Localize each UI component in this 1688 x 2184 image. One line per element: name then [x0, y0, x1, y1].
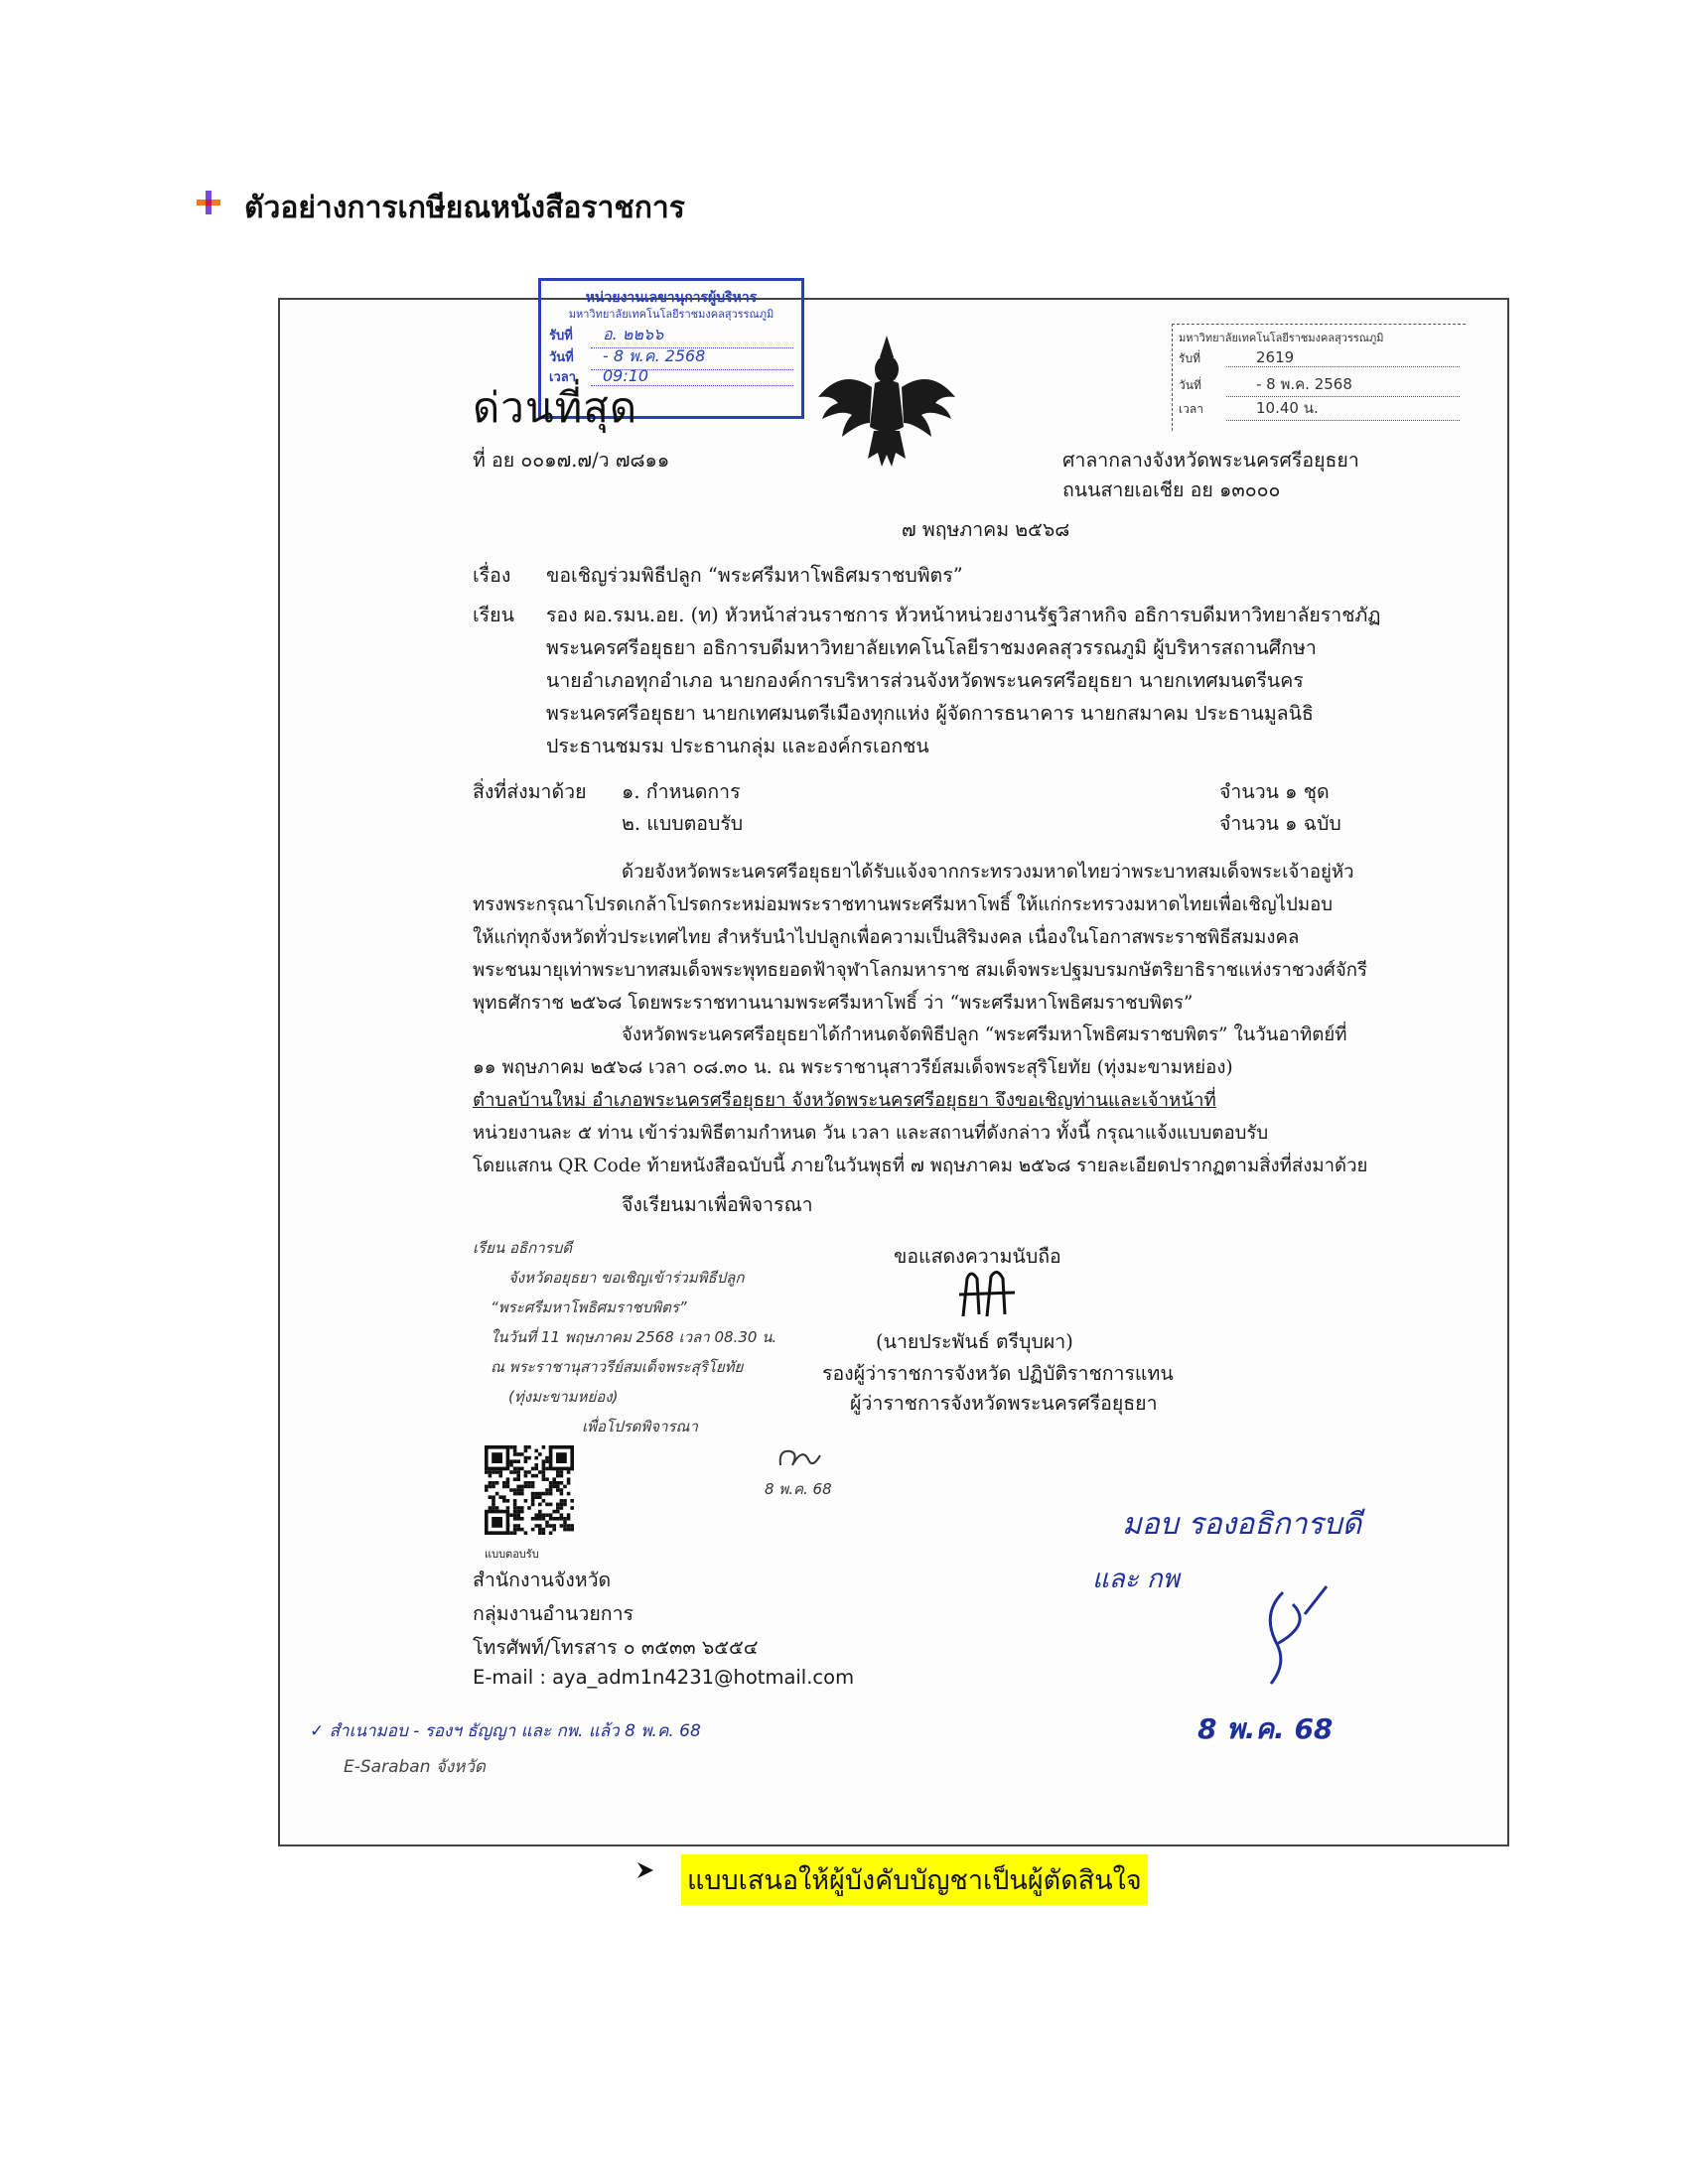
executive-date: 8 พ.ค. 68: [1197, 1712, 1334, 1745]
executive-note-line-2: และ กพ: [1092, 1565, 1180, 1594]
forward-note-line-1: ✓ สำเนามอบ - รองฯ ธัญญา และ กพ. แล้ว 8 พ.ค. 68: [310, 1721, 701, 1741]
note-line: ณ พระราชานุสาวรีย์สมเด็จพระสุริโยทัย: [491, 1358, 744, 1376]
enclosure-label: สิ่งที่ส่งมาด้วย: [473, 780, 587, 803]
signer-title-line-1: รองผู้ว่าราชการจังหวัด ปฏิบัติราชการแทน: [822, 1362, 1174, 1385]
note-line: จังหวัดอยุธยา ขอเชิญเข้าร่วมพิธีปลูก: [508, 1269, 745, 1287]
stamp-time-value: 09:10: [591, 366, 793, 386]
closing-salutation: ขอแสดงความนับถือ: [894, 1245, 1061, 1268]
sender-address-line-2: ถนนสายเอเชีย อย ๑๓๐๐๐: [1062, 478, 1281, 501]
stamp-no-value: อ. ๒๒๖๖: [591, 323, 793, 348]
forward-note-line-2: E-Saraban จังหวัด: [344, 1757, 486, 1777]
caption-highlight: แบบเสนอให้ผู้บังคับบัญชาเป็นผู้ตัดสินใจ: [681, 1854, 1148, 1905]
stamp-time-label: เวลา: [1179, 402, 1203, 416]
to-line: นายอำเภอทุกอำเภอ นายกองค์การบริหารส่วนจังหวัดพระนครศรีอยุธยา นายกเทศมนตรีนคร: [546, 669, 1304, 692]
paragraph-line: ทรงพระกรุณาโปรดเกล้าโปรดกระหม่อมพระราชทานพระศรีมหาโพธิ์ ให้แก่กระทรวงมหาดไทยเพื่อเชิญไปมอบ: [473, 894, 1334, 915]
executive-note-line-1: มอบ รองอธิการบดี: [1122, 1507, 1362, 1542]
to-line: พระนครศรีอยุธยา อธิการบดีมหาวิทยาลัยเทคโนโลยีราชมงคลสุวรรณภูมิ ผู้บริหารสถานศึกษา: [546, 636, 1317, 659]
stamp-subtitle: มหาวิทยาลัยเทคโนโลยีราชมงคลสุวรรณภูมิ: [568, 308, 774, 321]
paragraph-line: จังหวัดพระนครศรีอยุธยาได้กำหนดจัดพิธีปลูก “พระศรีมหาโพธิศมราชบพิตร” ในวันอาทิตย์ที่: [622, 1024, 1347, 1045]
executive-signature-icon: [1253, 1574, 1333, 1694]
to-line: ประธานชมรม ประธานกลุ่ม และองค์กรเอกชน: [546, 735, 929, 757]
handwritten-note: [473, 1233, 776, 1441]
qr-label: แบบตอบรับ: [485, 1548, 539, 1561]
note-line: “พระศรีมหาโพธิศมราชบพิตร”: [491, 1298, 687, 1316]
paragraph-line: พุทธศักราช ๒๕๖๘ โดยพระราชทานนามพระศรีมหาโพธิ์ ว่า “พระศรีมหาโพธิศมราชบพิตร”: [473, 993, 1194, 1014]
stamp-time-value: 10.40 น.: [1226, 396, 1460, 421]
note-line: เรียน อธิการบดี: [473, 1239, 572, 1257]
note-date: 8 พ.ค. 68: [765, 1480, 832, 1498]
stamp-title: มหาวิทยาลัยเทคโนโลยีราชมงคลสุวรรณภูมิ: [1179, 332, 1384, 344]
enclosure-item: ๒. แบบตอบรับ: [622, 812, 744, 835]
receive-stamp-university: [1172, 324, 1466, 431]
enclosure-qty: จำนวน ๑ ฉบับ: [1219, 812, 1341, 835]
stamp-date-label: วันที่: [549, 350, 574, 365]
closing-request: จึงเรียนมาเพื่อพิจารณา: [622, 1193, 813, 1216]
contact-division: กลุ่มงานอำนวยการ: [473, 1602, 634, 1625]
paragraph-line: โดยแสกน QR Code ท้ายหนังสือฉบับนี้ ภายในวันพุธที่ ๗ พฤษภาคม ๒๕๖๘ รายละเอียดปรากฏตามสิ่งที่ส่งมาด้วย: [473, 1156, 1368, 1176]
document-date: ๗ พฤษภาคม ๒๕๖๘: [902, 518, 1070, 541]
stamp-no-label: รับที่: [549, 329, 573, 343]
body-paragraph-1: [473, 858, 1367, 1022]
body-paragraph-2: [473, 1021, 1367, 1184]
signature-icon: [949, 1265, 1029, 1324]
stamp-date-value: - 8 พ.ค. 2568: [1226, 372, 1460, 397]
stamp-no-label: รับที่: [1179, 351, 1200, 365]
stamp-time-label: เวลา: [549, 370, 577, 385]
paragraph-line: ตำบลบ้านใหม่ อำเภอพระนครศรีอยุธยา จังหวัดพระนครศรีอยุธยา จึงขอเชิญท่านและเจ้าหน้าที่: [473, 1090, 1216, 1111]
to-recipients: [546, 600, 1380, 763]
signer-title-line-2: ผู้ว่าราชการจังหวัดพระนครศรีอยุธยา: [850, 1392, 1158, 1415]
plus-bullet-icon: [195, 189, 222, 216]
paragraph-line: พระชนมายุเท่าพระบาทสมเด็จพระพุทธยอดฟ้าจุฬาโลกมหาราช สมเด็จพระปฐมบรมกษัตริยาธิราชแห่งราชวงศ์จักรี: [473, 960, 1367, 981]
stamp-title: หน่วยงานเลขานุการผู้บริหาร: [585, 290, 758, 306]
contact-block: [473, 1565, 854, 1700]
contact-office: สำนักงานจังหวัด: [473, 1569, 612, 1591]
subject-text: ขอเชิญร่วมพิธีปลูก “พระศรีมหาโพธิศมราชบพิตร”: [546, 564, 963, 587]
paragraph-line: ให้แก่ทุกจังหวัดทั่วประเทศไทย สำหรับนำไปปลูกเพื่อความเป็นสิริมงคล เนื่องในโอกาสพระราชพิธีสมมงคล: [473, 927, 1300, 948]
signer-name: (นายประพันธ์ ตรีบุบผา): [876, 1330, 1073, 1353]
stamp-no-value: 2619: [1226, 348, 1460, 367]
to-line: รอง ผอ.รมน.อย. (ท) หัวหน้าส่วนราชการ หัวหน้าหน่วยงานรัฐวิสาหกิจ อธิการบดีมหาวิทยาลัยราชภัฏ: [546, 604, 1381, 626]
note-line: เพื่อโปรดพิจารณา: [582, 1418, 698, 1435]
sender-address-line-1: ศาลากลางจังหวัดพระนครศรีอยุธยา: [1062, 449, 1359, 472]
reference-number: ที่ อย ๐๐๑๗.๗/ว ๗๘๑๑: [473, 449, 670, 472]
paragraph-line: ๑๑ พฤษภาคม ๒๕๖๘ เวลา ๐๘.๓๐ น. ณ พระราชานุสาวรีย์สมเด็จพระสุริโยทัย (ทุ่งมะขามหย่อง): [473, 1057, 1233, 1078]
enclosure-qty: จำนวน ๑ ชุด: [1219, 780, 1330, 803]
contact-phone: โทรศัพท์/โทรสาร ๐ ๓๕๓๓ ๖๕๕๔: [473, 1636, 759, 1659]
contact-email: E-mail : aya_adm1n4231@hotmail.com: [473, 1666, 855, 1689]
note-line: (ทุ่งมะขามหย่อง): [508, 1388, 619, 1406]
to-label: เรียน: [473, 604, 514, 626]
paragraph-line: ด้วยจังหวัดพระนครศรีอยุธยาได้รับแจ้งจากกระทรวงมหาดไทยว่าพระบาทสมเด็จพระเจ้าอยู่หัว: [622, 862, 1354, 883]
arrow-bullet-icon: [635, 1860, 655, 1880]
stamp-date-label: วันที่: [1179, 378, 1201, 392]
page-heading: ตัวอย่างการเกษียณหนังสือราชการ: [244, 191, 685, 225]
stamp-date-value: - 8 พ.ค. 2568: [591, 344, 793, 370]
paragraph-line: หน่วยงานละ ๕ ท่าน เข้าร่วมพิธีตามกำหนด วัน เวลา และสถานที่ดังกล่าว ทั้งนี้ กรุณาแจ้งแบบตอบรับ: [473, 1123, 1269, 1144]
to-line: พระนครศรีอยุธยา นายกเทศมนตรีเมืองทุกแห่ง ผู้จัดการธนาคาร นายกสมาคม ประธานมูลนิธิ: [546, 702, 1314, 725]
enclosure-item: ๑. กำหนดการ: [622, 780, 741, 803]
garuda-emblem-icon: [812, 328, 961, 477]
initials-signature-icon: [774, 1443, 824, 1477]
note-line: ในวันที่ 11 พฤษภาคม 2568 เวลา 08.30 น.: [491, 1328, 777, 1346]
subject-label: เรื่อง: [473, 564, 511, 587]
urgent-mark: ด่วนที่สุด: [473, 383, 638, 432]
qr-code-icon[interactable]: [485, 1445, 574, 1535]
